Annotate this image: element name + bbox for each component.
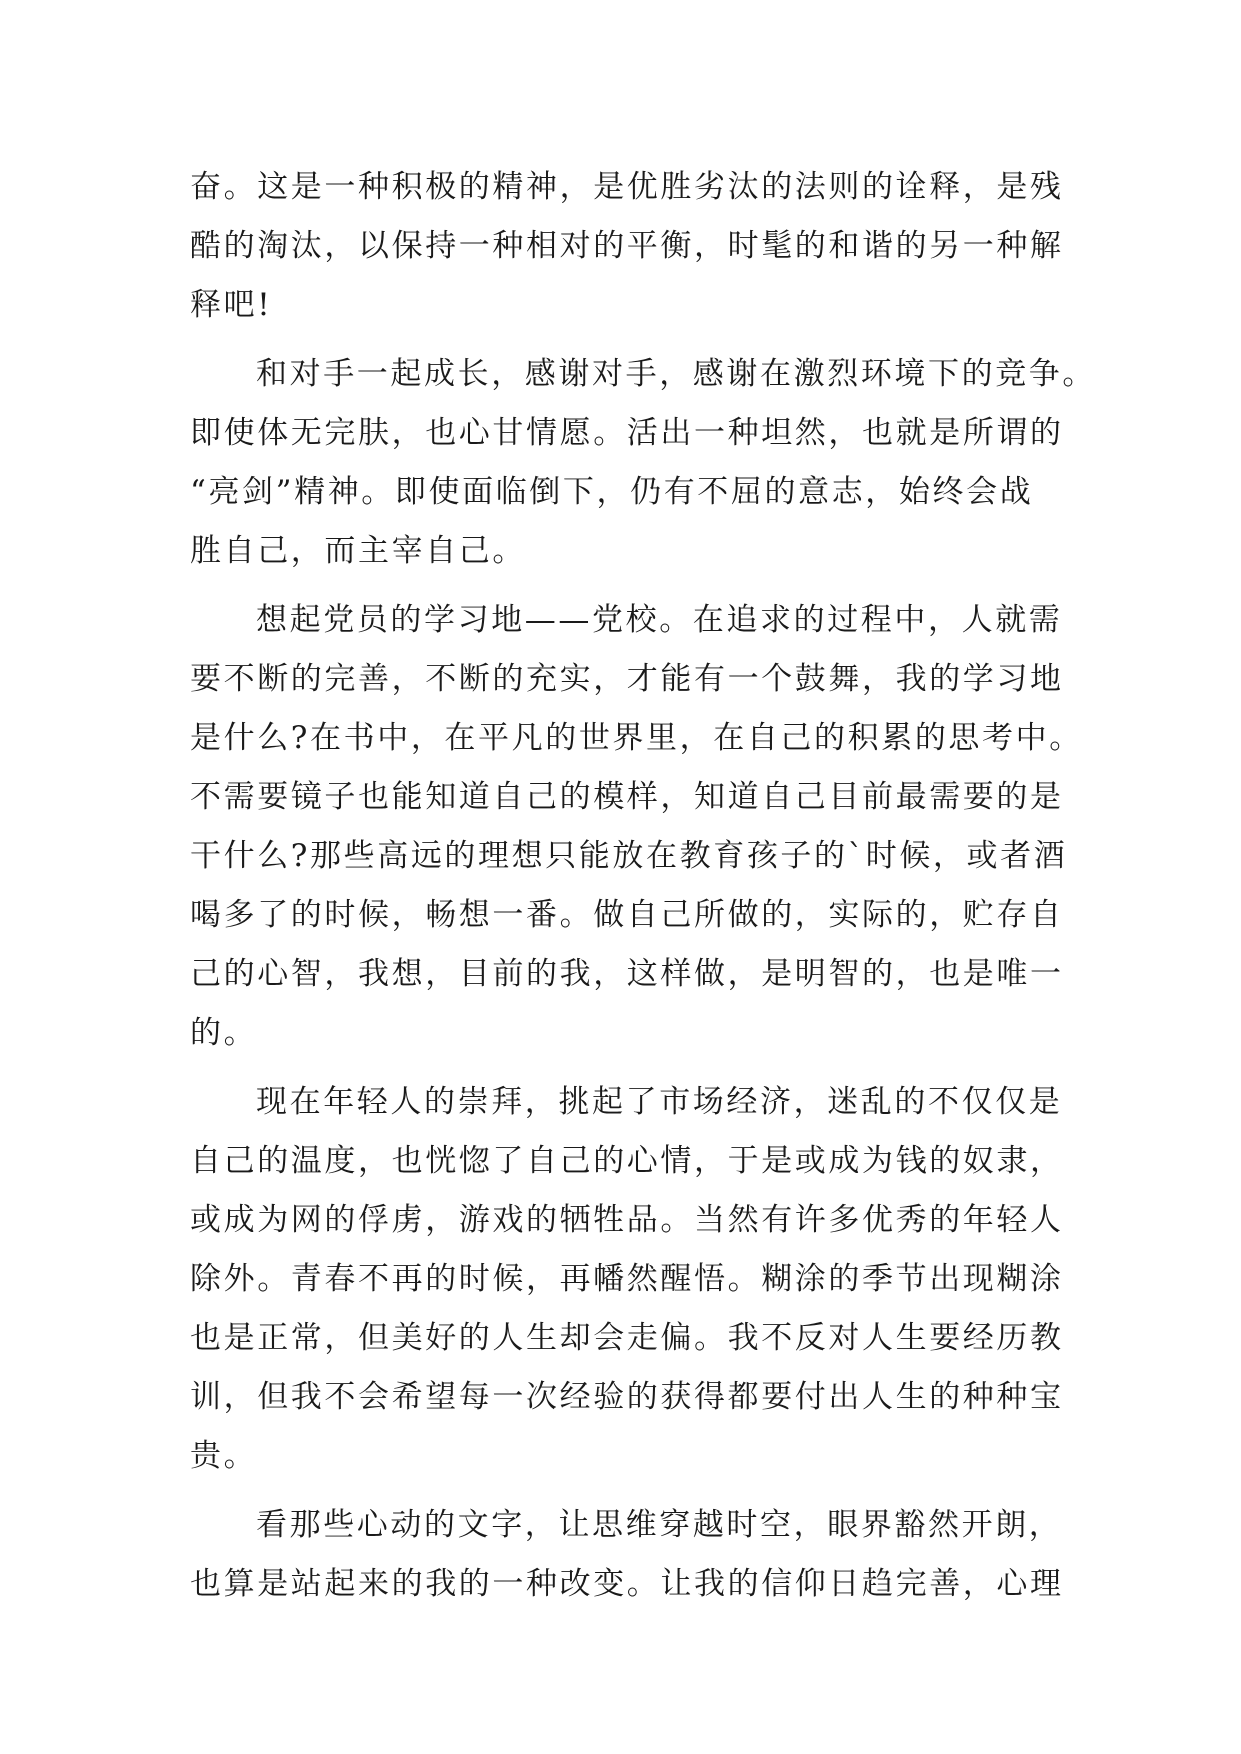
text-line: 是什么?在书中，在平凡的世界里，在自己的积累的思考中。	[190, 720, 1083, 756]
text-line: 要不断的完善，不断的充实，才能有一个鼓舞，我的学习地	[190, 661, 1064, 697]
text-line: 或成为网的俘虏，游戏的牺牲品。当然有许多优秀的年轻人	[190, 1202, 1064, 1238]
text-line: 训，但我不会希望每一次经验的获得都要付出人生的种种宝	[190, 1379, 1064, 1415]
text-line: 不需要镜子也能知道自己的模样，知道自己目前最需要的是	[190, 779, 1064, 815]
text-line: 干什么?那些高远的理想只能放在教育孩子的`时候，或者酒	[190, 838, 1068, 874]
paragraph-4	[190, 1073, 1070, 1486]
text-line: 酷的淘汰，以保持一种相对的平衡，时髦的和谐的另一种解	[190, 228, 1064, 264]
document-body	[190, 158, 1096, 1614]
text-line: 现在年轻人的崇拜，挑起了市场经济，迷乱的不仅仅是	[256, 1084, 1063, 1120]
text-line: 释吧!	[190, 287, 273, 323]
text-line: “亮剑”精神。即使面临倒下，仍有不屈的意志，始终会战	[190, 474, 1034, 510]
text-line: 贵。	[190, 1438, 258, 1474]
paragraph-2	[190, 345, 1096, 581]
paragraph-1	[190, 158, 1070, 335]
text-line: 也算是站起来的我的一种改变。让我的信仰日趋完善，心理	[190, 1566, 1064, 1602]
text-line: 和对手一起成长，感谢对手，感谢在激烈环境下的竞争。	[256, 356, 1096, 392]
text-line: 奋。这是一种积极的精神，是优胜劣汰的法则的诠释，是残	[190, 169, 1064, 205]
text-line: 想起党员的学习地——党校。在追求的过程中，人就需	[256, 602, 1063, 638]
text-line: 喝多了的时候，畅想一番。做自己所做的，实际的，贮存自	[190, 897, 1064, 933]
text-line: 即使体无完肤，也心甘情愿。活出一种坦然，也就是所谓的	[190, 415, 1064, 451]
text-line: 胜自己，而主宰自己。	[190, 533, 526, 569]
paragraph-3	[190, 591, 1083, 1063]
text-line: 看那些心动的文字，让思维穿越时空，眼界豁然开朗，	[256, 1507, 1063, 1543]
paragraph-5	[190, 1496, 1070, 1614]
text-line: 也是正常，但美好的人生却会走偏。我不反对人生要经历教	[190, 1320, 1064, 1356]
text-line: 己的心智，我想，目前的我，这样做，是明智的，也是唯一	[190, 956, 1064, 992]
text-line: 除外。青春不再的时候，再幡然醒悟。糊涂的季节出现糊涂	[190, 1261, 1064, 1297]
text-line: 自己的温度，也恍惚了自己的心情，于是或成为钱的奴隶，	[190, 1143, 1064, 1179]
text-line: 的。	[190, 1015, 258, 1051]
